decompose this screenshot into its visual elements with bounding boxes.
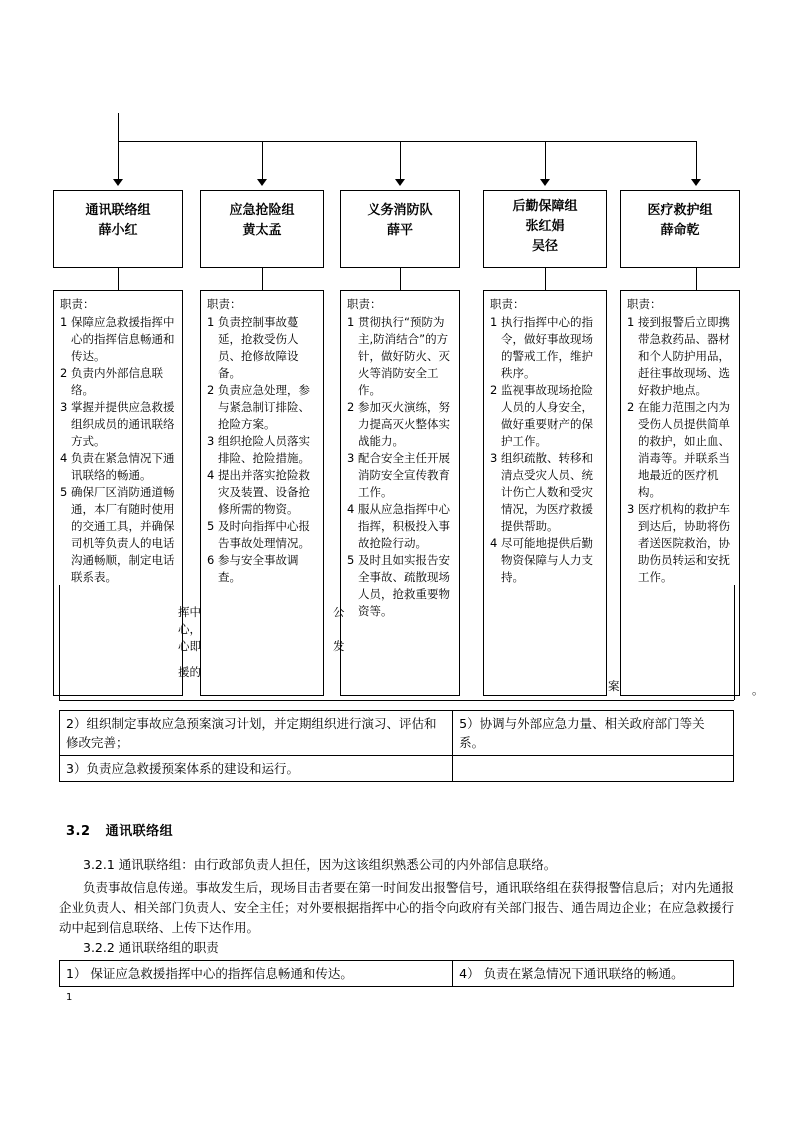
responsibilities-table — [59, 710, 734, 782]
duty-item-number: 3 — [627, 502, 635, 516]
text-fragment: 援的 — [178, 665, 201, 679]
duty-item-text: 监视事故现场抢险人员的人身安全，做好重要财产的保护工作。 — [501, 383, 593, 448]
connector-link-5 — [696, 268, 697, 290]
page-number: 1 — [66, 992, 73, 1003]
underlying-rule — [59, 700, 734, 701]
duty-item-number: 2 — [490, 383, 498, 397]
duty-item — [490, 314, 601, 382]
table-row — [60, 961, 734, 987]
duty-item-number: 5 — [60, 485, 68, 499]
duty-item-text: 及时向指挥中心报告事故处理情况。 — [218, 519, 310, 550]
table-cell-left: 2）组织制定事故应急预案演习计划，并定期组织进行演习、评估和修改完善； — [60, 711, 453, 756]
role-title: 通讯联络组 — [85, 203, 151, 218]
connector-drop-3 — [400, 141, 401, 181]
text-fragment: 发 — [333, 639, 345, 653]
table-row — [60, 711, 734, 756]
arrow-down-icon — [113, 179, 123, 186]
paragraph-321: 3.2.1 通讯联络组：由行政部负责人担任，因为这该组织熟悉公司的内外部信息联络。 — [83, 857, 557, 872]
role-person: 薛平 — [386, 223, 413, 238]
duty-item — [347, 450, 454, 501]
connector-link-1 — [118, 268, 119, 290]
duty-item-text: 提出并落实抢险救灾及装置、设备抢修所需的物资。 — [218, 468, 310, 516]
duty-item — [207, 467, 318, 518]
duty-item-number: 2 — [207, 383, 215, 397]
duty-item-text: 执行指挥中心的指令，做好事故现场的警戒工作，维护秩序。 — [501, 315, 593, 380]
role-box-communication — [53, 190, 183, 268]
duty-heading: 职责： — [347, 297, 382, 311]
duty-item — [207, 382, 318, 433]
table-cell-left: 1） 保证应急救援指挥中心的指挥信息畅通和传达。 — [60, 961, 453, 987]
duty-item-number: 2 — [60, 366, 68, 380]
duty-heading: 职责： — [207, 297, 242, 311]
connector-drop-5 — [696, 141, 697, 181]
table-row — [60, 756, 734, 782]
text-fragment: 挥中 — [178, 605, 201, 619]
duty-item-text: 确保厂区消防通道畅通，本厂有随时使用的交通工具，并确保司机等负责人的电话沟通畅顺，制定电话联系表。 — [71, 485, 175, 584]
duty-item — [60, 399, 177, 450]
duty-item-number: 5 — [347, 553, 355, 567]
text-fragment: 心， — [178, 622, 201, 636]
role-person: 薛命乾 — [660, 223, 700, 238]
section-heading-title: 通讯联络组 — [105, 824, 174, 839]
duty-list-table — [59, 960, 734, 987]
duty-item-number: 6 — [207, 553, 215, 567]
duty-item — [347, 314, 454, 399]
duty-heading: 职责： — [490, 297, 525, 311]
arrow-down-icon — [540, 179, 550, 186]
role-person: 薛小红 — [98, 223, 138, 238]
table-cell-left: 3）负责应急救援预案体系的建设和运行。 — [60, 756, 453, 782]
duty-item-number: 5 — [207, 519, 215, 533]
role-box-rescue — [200, 190, 324, 268]
duty-item-text: 组织疏散、转移和清点受灾人员、统计伤亡人数和受灾情况，为医疗救援提供帮助。 — [501, 451, 593, 533]
duty-item-number: 2 — [627, 400, 635, 414]
duty-item-text: 医疗机构的救护车到达后，协助将伤者送医院救治，协助伤员转运和安抚工作。 — [638, 502, 730, 584]
duty-item-text: 尽可能地提供后勤物资保障与人力支持。 — [501, 536, 593, 584]
paragraph-transmit: 负责事故信息传递。事故发生后，现场目击者要在第一时间发出报警信号，通讯联络组在获得报警信息后；对内先通报企业负责人、相关部门负责人、安全主任；对外要根据指挥中心的指令向政府有关部门报告、通告周边企业；在应急救援行动中起到信息联络、上传下达作用。 — [59, 880, 735, 935]
duty-item — [347, 552, 454, 620]
duty-heading: 职责： — [60, 297, 95, 311]
duty-item-text: 在能力范围之内为受伤人员提供简单的救护，如止血、消毒等。并联系当地最近的医疗机构。 — [638, 400, 730, 499]
duty-item — [60, 314, 177, 365]
duty-item — [347, 399, 454, 450]
duty-item-number: 1 — [490, 315, 498, 329]
duty-item — [490, 382, 601, 450]
arrow-down-icon — [395, 179, 405, 186]
duty-item-text: 及时且如实报告安全事故、疏散现场人员，抢救重要物资等。 — [358, 553, 450, 618]
table-cell-right — [453, 756, 734, 782]
duty-item-text: 贯彻执行“预防为主,防消结合”的方针，做好防火、灭火等消防安全工作。 — [358, 315, 450, 397]
duty-item-text: 保障应急救援指挥中心的指挥信息畅通和传达。 — [71, 315, 175, 363]
duty-item-number: 4 — [347, 502, 355, 516]
duty-item — [207, 433, 318, 467]
duty-item-number: 4 — [60, 451, 68, 465]
duty-item — [627, 501, 734, 586]
duty-item — [347, 501, 454, 552]
duty-heading: 职责： — [627, 297, 662, 311]
role-title: 后勤保障组 — [512, 199, 578, 214]
duty-item-text: 配合安全主任开展消防安全宣传教育工作。 — [358, 451, 450, 499]
connector-drop-4 — [545, 141, 546, 181]
duty-item-text: 掌握并提供应急救援组织成员的通讯联络方式。 — [71, 400, 175, 448]
duty-item-number: 1 — [347, 315, 355, 329]
role-box-medical — [620, 190, 740, 268]
text-fragment: 案 — [608, 679, 620, 693]
duty-item-text: 参与安全事故调查。 — [218, 553, 299, 584]
role-title: 医疗救护组 — [647, 203, 713, 218]
duty-item-text: 负责应急处理，参与紧急制订排险、抢险方案。 — [218, 383, 310, 431]
duty-box-logistics — [483, 290, 607, 696]
role-person: 黄太孟 — [242, 223, 282, 238]
duty-item — [207, 314, 318, 382]
duty-item-number: 1 — [627, 315, 635, 329]
duty-item-number: 4 — [490, 536, 498, 550]
duty-item-number: 3 — [490, 451, 498, 465]
role-person: 张红娟 — [525, 219, 565, 234]
duty-item-number: 3 — [347, 451, 355, 465]
connector-bus — [118, 141, 696, 142]
connector-link-4 — [545, 268, 546, 290]
duty-item-number: 2 — [347, 400, 355, 414]
duty-box-firefighting — [340, 290, 460, 696]
duty-box-communication — [53, 290, 183, 696]
duty-item-text: 服从应急指挥中心指挥，积极投入事故抢险行动。 — [358, 502, 450, 550]
duty-item — [207, 552, 318, 586]
duty-item-text: 组织抢险人员落实排险、抢险措施。 — [218, 434, 310, 465]
duty-item-number: 3 — [207, 434, 215, 448]
text-fragment: 。 — [752, 683, 764, 697]
duty-item-number: 4 — [207, 468, 215, 482]
connector-drop-1 — [118, 141, 119, 181]
connector-drop-2 — [262, 141, 263, 181]
paragraph-322: 3.2.2 通讯联络组的职责 — [83, 940, 219, 955]
duty-item-number: 1 — [207, 315, 215, 329]
section-heading-number: 3.2 — [66, 824, 91, 839]
role-box-firefighting — [340, 190, 460, 268]
connector-stem — [118, 113, 119, 141]
duty-box-medical — [620, 290, 740, 696]
duty-item-text: 负责控制事故蔓延，抢救受伤人员、抢修故障设备。 — [218, 315, 299, 380]
duty-item-text: 接到报警后立即携带急救药品、器材和个人防护用品，赶往事故现场、选好救护地点。 — [638, 315, 730, 397]
role-title: 应急抢险组 — [229, 203, 295, 218]
connector-link-3 — [400, 268, 401, 290]
table-cell-right: 4） 负责在紧急情况下通讯联络的畅通。 — [453, 961, 734, 987]
arrow-down-icon — [691, 179, 701, 186]
duty-item — [490, 535, 601, 586]
duty-item-text: 负责内外部信息联络。 — [71, 366, 163, 397]
section-heading — [66, 820, 173, 839]
duty-box-rescue — [200, 290, 324, 696]
duty-item — [627, 314, 734, 399]
arrow-down-icon — [257, 179, 267, 186]
role-box-logistics — [483, 190, 607, 268]
connector-link-2 — [262, 268, 263, 290]
duty-item-text: 参加灭火演练，努力提高灭火整体实战能力。 — [358, 400, 450, 448]
text-fragment: 公 — [333, 605, 345, 619]
duty-item — [60, 450, 177, 484]
table-cell-right: 5）协调与外部应急力量、相关政府部门等关系。 — [453, 711, 734, 756]
duty-item — [627, 399, 734, 501]
duty-item-text: 负责在紧急情况下通讯联络的畅通。 — [71, 451, 175, 482]
role-person-secondary: 吴径 — [531, 239, 558, 254]
duty-item — [490, 450, 601, 535]
duty-item — [60, 365, 177, 399]
duty-item — [207, 518, 318, 552]
duty-item-number: 1 — [60, 315, 68, 329]
duty-item — [60, 484, 177, 586]
duty-item-number: 3 — [60, 400, 68, 414]
text-fragment: 心即 — [178, 639, 201, 653]
role-title: 义务消防队 — [367, 203, 433, 218]
